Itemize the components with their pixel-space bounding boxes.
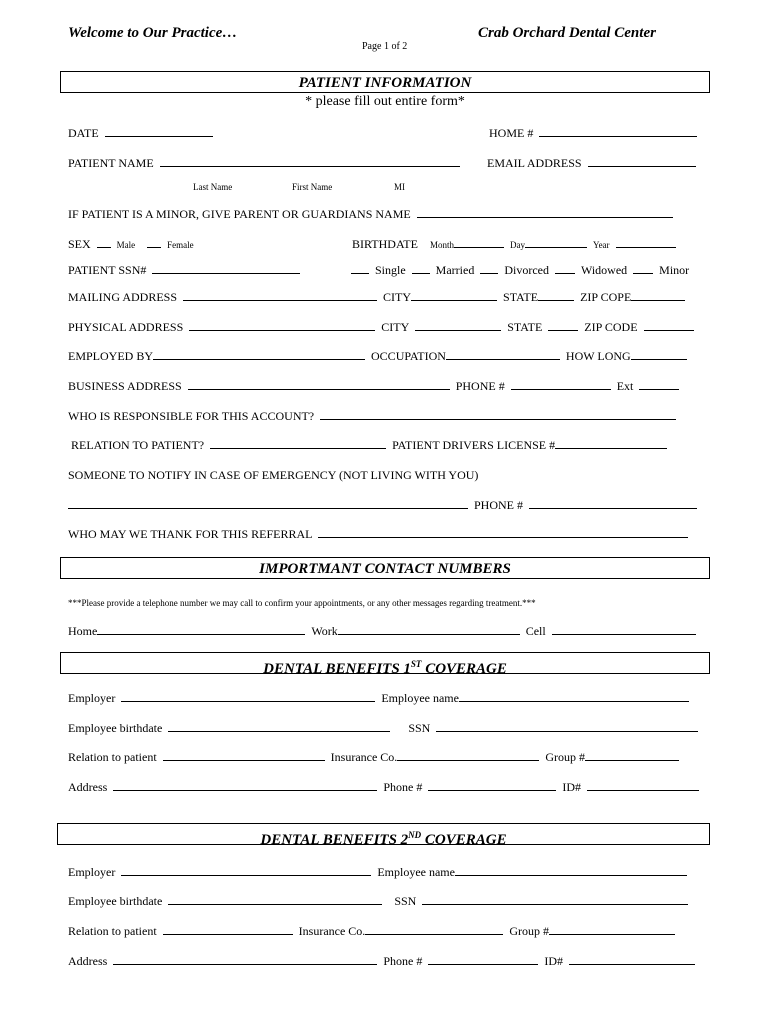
how-long-field[interactable] bbox=[631, 349, 687, 360]
divorced-label: Divorced bbox=[504, 263, 549, 277]
patient-name-field[interactable] bbox=[160, 156, 460, 167]
physical-city-label: CITY bbox=[381, 320, 410, 334]
primary-insurance-row bbox=[68, 750, 702, 764]
last-name-caption: Last Name bbox=[193, 182, 233, 192]
how-long-label: HOW LONG bbox=[565, 349, 631, 363]
home-phone-field[interactable] bbox=[539, 126, 697, 137]
patient-name-row bbox=[68, 156, 702, 170]
married-label: Married bbox=[435, 263, 475, 277]
business-phone-field[interactable] bbox=[511, 379, 611, 390]
secondary-birthdate-label: Employee birthdate bbox=[68, 894, 163, 908]
date-field[interactable] bbox=[105, 126, 213, 137]
contact-work-field[interactable] bbox=[338, 624, 520, 635]
referral-field[interactable] bbox=[318, 527, 688, 538]
primary-employee-name-label: Employee name bbox=[381, 691, 459, 705]
contact-numbers-section-header bbox=[60, 557, 710, 579]
secondary-id-field[interactable] bbox=[569, 954, 695, 965]
single-label: Single bbox=[375, 263, 406, 277]
secondary-coverage-title: DENTAL BENEFITS 2ND COVERAGE bbox=[260, 830, 507, 848]
mailing-address-label: MAILING ADDRESS bbox=[68, 290, 178, 304]
sex-female-label: Female bbox=[167, 240, 194, 250]
birth-month-field[interactable] bbox=[454, 237, 504, 248]
contact-numbers-row bbox=[68, 624, 702, 638]
sex-male-label: Male bbox=[116, 240, 136, 250]
married-field[interactable] bbox=[412, 263, 430, 274]
primary-coverage-section-header bbox=[60, 652, 710, 677]
patient-information-section-header bbox=[60, 71, 710, 93]
primary-employer-field[interactable] bbox=[121, 691, 375, 702]
guardian-label: IF PATIENT IS A MINOR, GIVE PARENT OR GUARDIANS NAME bbox=[68, 207, 411, 221]
secondary-insurance-row bbox=[68, 924, 702, 938]
primary-group-field[interactable] bbox=[585, 750, 679, 761]
primary-employee-name-field[interactable] bbox=[459, 691, 689, 702]
physical-state-field[interactable] bbox=[548, 320, 578, 331]
sex-male-field[interactable] bbox=[97, 237, 111, 248]
contact-home-label: Home bbox=[68, 624, 98, 638]
physical-address-label: PHYSICAL ADDRESS bbox=[68, 320, 184, 334]
business-address-label: BUSINESS ADDRESS bbox=[68, 379, 182, 393]
physical-address-row bbox=[68, 320, 702, 334]
mailing-city-label: CITY bbox=[383, 290, 412, 304]
primary-coverage-title: DENTAL BENEFITS 1ST COVERAGE bbox=[263, 659, 507, 677]
primary-phone-label: Phone # bbox=[383, 780, 423, 794]
secondary-employee-name-field[interactable] bbox=[455, 865, 687, 876]
secondary-phone-field[interactable] bbox=[428, 954, 538, 965]
primary-id-field[interactable] bbox=[587, 780, 699, 791]
primary-employer-row bbox=[68, 691, 702, 705]
primary-insurance-field[interactable] bbox=[397, 750, 539, 761]
form-instructions: * please fill out entire form* bbox=[305, 94, 465, 109]
occupation-field[interactable] bbox=[446, 349, 560, 360]
primary-group-label: Group # bbox=[545, 750, 585, 764]
business-ext-label: Ext bbox=[616, 379, 634, 393]
physical-zip-label: ZIP CODE bbox=[584, 320, 638, 334]
responsible-party-field[interactable] bbox=[320, 409, 676, 420]
business-ext-field[interactable] bbox=[639, 379, 679, 390]
emergency-row bbox=[68, 468, 702, 482]
employed-by-field[interactable] bbox=[153, 349, 365, 360]
mailing-zip-label: ZIP COPE bbox=[580, 290, 632, 304]
secondary-ssn-label: SSN bbox=[394, 894, 417, 908]
secondary-group-field[interactable] bbox=[549, 924, 675, 935]
birth-day-label: Day bbox=[509, 240, 525, 250]
responsible-party-label: WHO IS RESPONSIBLE FOR THIS ACCOUNT? bbox=[68, 409, 315, 423]
primary-birthdate-row bbox=[68, 721, 702, 735]
single-field[interactable] bbox=[351, 263, 369, 274]
mi-caption: MI bbox=[394, 182, 405, 192]
minor-status-label: Minor bbox=[659, 263, 690, 277]
physical-address-field[interactable] bbox=[189, 320, 375, 331]
primary-ssn-label: SSN bbox=[408, 721, 431, 735]
sex-birthdate-row bbox=[68, 237, 702, 251]
contact-work-label: Work bbox=[311, 624, 338, 638]
primary-relation-label: Relation to patient bbox=[68, 750, 157, 764]
physical-state-label: STATE bbox=[507, 320, 543, 334]
guardian-field[interactable] bbox=[417, 207, 673, 218]
page-indicator: Page 1 of 2 bbox=[362, 41, 408, 52]
birth-year-field[interactable] bbox=[616, 237, 676, 248]
emergency-phone-field[interactable] bbox=[529, 498, 697, 509]
relation-label: RELATION TO PATIENT? bbox=[71, 438, 205, 452]
secondary-birthdate-field[interactable] bbox=[168, 894, 382, 905]
secondary-address-label: Address bbox=[68, 954, 108, 968]
primary-id-label: ID# bbox=[562, 780, 581, 794]
secondary-address-row bbox=[68, 954, 702, 968]
header-welcome: Welcome to Our Practice… bbox=[68, 25, 238, 41]
secondary-address-field[interactable] bbox=[113, 954, 377, 965]
secondary-ssn-field[interactable] bbox=[422, 894, 688, 905]
primary-relation-field[interactable] bbox=[163, 750, 325, 761]
sex-female-field[interactable] bbox=[147, 237, 161, 248]
mailing-address-row bbox=[68, 290, 702, 304]
business-address-field[interactable] bbox=[188, 379, 450, 390]
divorced-field[interactable] bbox=[480, 263, 498, 274]
primary-ssn-field[interactable] bbox=[436, 721, 698, 732]
mailing-state-field[interactable] bbox=[538, 290, 574, 301]
contact-numbers-note: ***Please provide a telephone number we may call to confirm your appointments, or any other messages regarding treatment.*** bbox=[68, 598, 536, 608]
referral-label: WHO MAY WE THANK FOR THIS REFERRAL bbox=[68, 527, 313, 541]
primary-employer-label: Employer bbox=[68, 691, 116, 705]
contact-cell-field[interactable] bbox=[552, 624, 696, 635]
drivers-license-field[interactable] bbox=[555, 438, 667, 449]
primary-address-row bbox=[68, 780, 702, 794]
mailing-city-field[interactable] bbox=[411, 290, 497, 301]
business-address-row bbox=[68, 379, 702, 393]
secondary-employer-field[interactable] bbox=[121, 865, 371, 876]
primary-birthdate-label: Employee birthdate bbox=[68, 721, 163, 735]
physical-zip-field[interactable] bbox=[644, 320, 694, 331]
home-phone-label: HOME # bbox=[489, 126, 534, 140]
referral-row bbox=[68, 527, 702, 541]
business-phone-label: PHONE # bbox=[455, 379, 505, 393]
primary-address-field[interactable] bbox=[113, 780, 377, 791]
mailing-zip-field[interactable] bbox=[631, 290, 685, 301]
email-label: EMAIL ADDRESS bbox=[487, 156, 582, 170]
contact-cell-label: Cell bbox=[525, 624, 546, 638]
widowed-label: Widowed bbox=[580, 263, 628, 277]
patient-information-title: PATIENT INFORMATION bbox=[298, 75, 472, 91]
employment-row bbox=[68, 349, 702, 363]
birth-year-label: Year bbox=[592, 240, 610, 250]
minor-status-field[interactable] bbox=[633, 263, 653, 274]
mailing-address-field[interactable] bbox=[183, 290, 377, 301]
relation-field[interactable] bbox=[210, 438, 386, 449]
ssn-marital-row bbox=[68, 263, 702, 277]
date-label: DATE bbox=[68, 126, 99, 140]
primary-phone-field[interactable] bbox=[428, 780, 556, 791]
widowed-field[interactable] bbox=[555, 263, 575, 274]
primary-address-label: Address bbox=[68, 780, 108, 794]
occupation-label: OCCUPATION bbox=[371, 349, 446, 363]
secondary-relation-label: Relation to patient bbox=[68, 924, 157, 938]
patient-name-label: PATIENT NAME bbox=[68, 156, 154, 170]
secondary-coverage-section-header bbox=[57, 823, 710, 848]
birth-month-label: Month bbox=[429, 240, 454, 250]
secondary-employee-name-label: Employee name bbox=[377, 865, 455, 879]
secondary-phone-label: Phone # bbox=[383, 954, 423, 968]
sex-label: SEX bbox=[68, 237, 91, 251]
contact-home-field[interactable] bbox=[97, 624, 305, 635]
primary-insurance-label: Insurance Co. bbox=[330, 750, 398, 764]
secondary-relation-field[interactable] bbox=[163, 924, 293, 935]
relation-license-row bbox=[71, 438, 702, 452]
responsible-party-row bbox=[68, 409, 702, 423]
secondary-employer-row bbox=[68, 865, 702, 879]
emergency-contact-field[interactable] bbox=[68, 498, 468, 509]
birthdate-label: BIRTHDATE bbox=[352, 237, 418, 251]
employed-by-label: EMPLOYED BY bbox=[68, 349, 154, 363]
patient-ssn-label: PATIENT SSN# bbox=[68, 263, 147, 277]
mailing-state-label: STATE bbox=[503, 290, 539, 304]
email-field[interactable] bbox=[588, 156, 696, 167]
secondary-group-label: Group # bbox=[509, 924, 549, 938]
date-home-row bbox=[68, 126, 702, 140]
secondary-birthdate-row bbox=[68, 894, 702, 908]
first-name-caption: First Name bbox=[292, 182, 333, 192]
emergency-contact-row bbox=[68, 498, 702, 512]
secondary-insurance-label: Insurance Co. bbox=[298, 924, 366, 938]
guardian-row bbox=[68, 207, 702, 221]
header-practice-name: Crab Orchard Dental Center bbox=[478, 25, 656, 41]
primary-birthdate-field[interactable] bbox=[168, 721, 390, 732]
secondary-insurance-field[interactable] bbox=[365, 924, 503, 935]
secondary-employer-label: Employer bbox=[68, 865, 116, 879]
emergency-phone-label: PHONE # bbox=[474, 498, 524, 512]
secondary-id-label: ID# bbox=[544, 954, 563, 968]
birth-day-field[interactable] bbox=[525, 237, 587, 248]
drivers-license-label: PATIENT DRIVERS LICENSE # bbox=[392, 438, 556, 452]
physical-city-field[interactable] bbox=[415, 320, 501, 331]
emergency-label: SOMEONE TO NOTIFY IN CASE OF EMERGENCY (NOT LIVING WITH YOU) bbox=[68, 468, 479, 482]
patient-ssn-field[interactable] bbox=[152, 263, 300, 274]
contact-numbers-title: IMPORTMANT CONTACT NUMBERS bbox=[259, 561, 511, 577]
